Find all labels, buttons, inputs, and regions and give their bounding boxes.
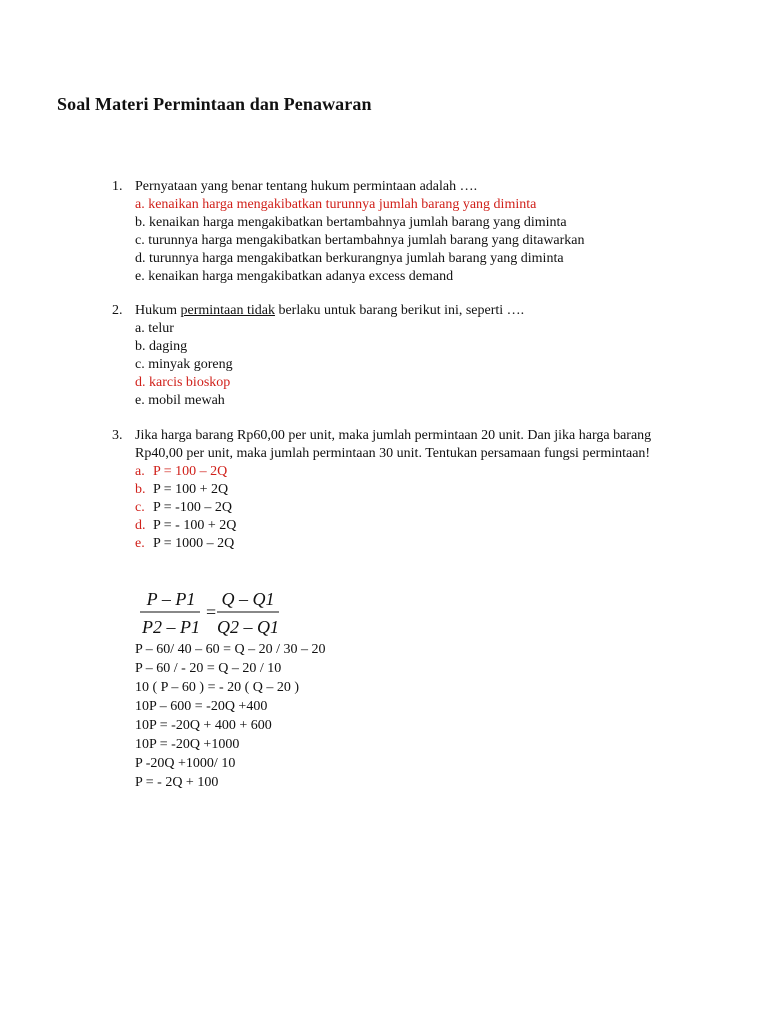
formula-right-numerator: Q – Q1 [221,589,275,609]
step-line: P -20Q +1000/ 10 [135,756,236,771]
document-title: Soal Materi Permintaan dan Penawaran [57,94,372,114]
option-a [135,463,655,481]
option-b [135,481,655,499]
option-label: a. [135,464,145,479]
option-text: P = 100 + 2Q [153,482,229,497]
option-label: b. [135,482,146,497]
step-line: P – 60 / - 20 = Q – 20 / 10 [135,661,282,676]
option-d: d. turunnya harga mengakibatkan berkurangnya jumlah barang yang diminta [135,251,564,266]
option-text: P = - 100 + 2Q [153,518,237,533]
option-d: d. karcis bioskop [135,375,231,390]
option-d [135,517,655,535]
question-stem: Pernyataan yang benar tentang hukum permintaan adalah …. [135,179,478,194]
demand-formula [140,588,290,640]
step-line: P = - 2Q + 100 [135,775,219,790]
option-e [135,535,655,553]
question-stem: Jika harga barang Rp60,00 per unit, maka jumlah permintaan 20 unit. Dan jika harga barang Rp40,00 per unit, maka jumlah permintaan 30 unit. Tentukan persamaan fungsi permintaan! [135,428,652,461]
option-b: b. kenaikan harga mengakibatkan bertambahnya jumlah barang yang diminta [135,215,567,230]
option-c: c. minyak goreng [135,357,233,372]
option-e: e. mobil mewah [135,393,225,408]
option-text: P = 100 – 2Q [153,464,228,479]
stem-before: Hukum [135,303,181,318]
question-number: 2. [112,303,123,318]
option-c: c. turunnya harga mengakibatkan bertambahnya jumlah barang yang ditawarkan [135,233,585,248]
option-text: P = 1000 – 2Q [153,536,235,551]
formula-right-denominator: Q2 – Q1 [217,617,279,637]
option-e: e. kenaikan harga mengakibatkan adanya excess demand [135,269,454,284]
option-c [135,499,655,517]
option-b: b. daging [135,339,188,354]
formula-left-denominator: P2 – P1 [142,617,200,637]
option-label: c. [135,500,145,515]
step-line: 10P – 600 = -20Q +400 [135,699,268,714]
question-number: 3. [112,428,123,443]
step-line: P – 60/ 40 – 60 = Q – 20 / 30 – 20 [135,642,326,657]
option-a: a. kenaikan harga mengakibatkan turunnya jumlah barang yang diminta [135,197,537,212]
step-line: 10 ( P – 60 ) = - 20 ( Q – 20 ) [135,680,300,695]
question-stem [135,302,675,320]
option-label: d. [135,518,146,533]
formula-left-numerator: P – P1 [146,589,196,609]
option-a: a. telur [135,321,174,336]
question-number: 1. [112,179,123,194]
step-line: 10P = -20Q +1000 [135,737,240,752]
option-text: P = -100 – 2Q [153,500,232,515]
formula-equals: = [206,602,217,622]
step-line: 10P = -20Q + 400 + 600 [135,718,272,733]
solution-steps [135,640,326,792]
stem-underlined: permintaan tidak [180,303,275,318]
option-label: e. [135,536,145,551]
stem-after: berlaku untuk barang berikut ini, seperti …. [274,303,525,318]
